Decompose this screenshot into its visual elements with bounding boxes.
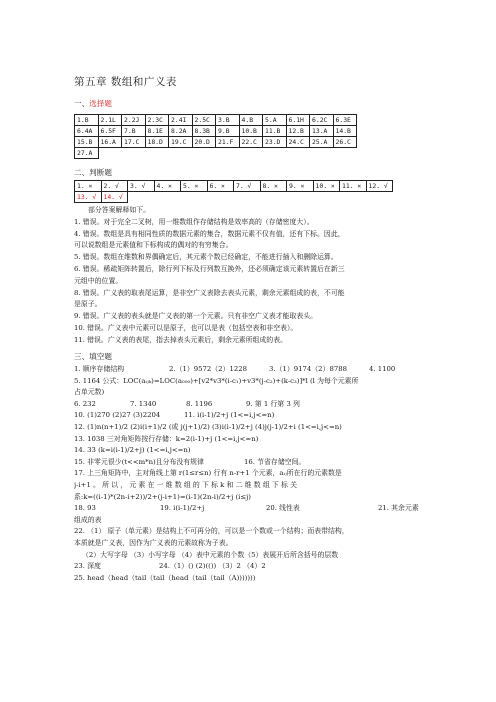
explanation-line: 11. 错误。广义表的表尾，指去掉表头元素后，剩余元素所组成的表。 xyxy=(74,335,287,344)
fill-answer-item: 4. 1100 xyxy=(369,365,396,373)
fill-answers-block xyxy=(74,364,432,584)
judge-cell: 10. × xyxy=(313,181,340,192)
choice-row xyxy=(75,148,357,159)
fill-answer-item: 10. (1)270 (2)27 (3)2204 xyxy=(74,411,161,420)
explanation-line: 10. 错误。广义表中元素可以是原子，也可以是表（包括空表和非空表）。 xyxy=(74,323,298,332)
fill-answer-item: 系:k=((i-1)*(2n-i+2))/2+(j-i+1)=(i-1)(2n-i)/2+j (i≤j) xyxy=(74,492,251,501)
section-fill-heading: 三、填空题 xyxy=(74,352,112,361)
fill-answer-item: 11. i(i-1)/2+j (1<=i,j<=n) xyxy=(184,411,275,420)
choice-cell: 24.C xyxy=(286,137,310,148)
choice-cell: 26.C xyxy=(333,137,357,148)
judge-cell: 7. √ xyxy=(234,181,261,192)
choice-cell: 15.B xyxy=(75,137,99,148)
fill-answer-line xyxy=(74,410,432,422)
choice-cell: 4.B xyxy=(239,115,263,126)
explanation-block xyxy=(74,205,429,347)
choice-cell: 27.A xyxy=(75,148,99,159)
fill-answer-item: （2）大写字母 （3）小写字母 （4）表中元素的个数（5）表展开后所含括号的层数 xyxy=(82,550,339,559)
choice-cell: 14.B xyxy=(333,126,357,137)
choice-answer-table xyxy=(74,114,357,159)
judge-answer-table xyxy=(74,180,393,203)
choice-cell: 2.3C xyxy=(145,115,169,126)
fill-answer-item: 23. 深度 xyxy=(74,562,101,571)
section-choice-label: 选择题 xyxy=(89,99,112,108)
choice-cell: 11.B xyxy=(263,126,287,137)
fill-answer-item: 9. 第 1 行第 3 列 xyxy=(246,399,300,408)
choice-cell: 23.D xyxy=(263,137,287,148)
choice-cell: 22.C xyxy=(239,137,263,148)
section-choice-prefix: 一、 xyxy=(74,99,90,108)
judge-cell: 9. × xyxy=(287,181,314,192)
fill-answer-line xyxy=(74,376,432,388)
choice-cell: 6.2C xyxy=(310,115,334,126)
fill-answer-item: 20. 线性表 xyxy=(266,504,300,513)
fill-answer-line xyxy=(74,561,432,573)
fill-answer-line xyxy=(74,422,432,434)
choice-cell: 17.C xyxy=(122,137,146,148)
judge-cell: 14. √ xyxy=(101,192,128,203)
choice-cell: 10.B xyxy=(239,126,263,137)
explanation-line: 8. 错误。广义表的取表尾运算，是非空广义表除去表头元素，剩余元素组成的表，不可能 xyxy=(74,288,345,297)
fill-answer-item: j-i+1 。 所 以 ， 元 素 在 一 维 数 组 的 下 标 k 和 二 维 数 组 下 标 关 xyxy=(74,480,297,489)
judge-cell: 12. √ xyxy=(366,181,393,192)
choice-cell: 9.B xyxy=(216,126,240,137)
choice-cell: 21.F xyxy=(216,137,240,148)
judge-cell: 2. √ xyxy=(101,181,128,192)
section-choice-heading xyxy=(74,98,112,109)
explanation-line: 5. 错误。数组在维数和界偶确定后，其元素个数已经确定，不能进行插入和删除运算。 xyxy=(74,253,338,262)
fill-answer-line xyxy=(74,515,432,527)
fill-answer-item: 14. 33 (k=i(i-1)/2+j) (1<=i,j<=n) xyxy=(74,446,191,455)
fill-answer-item: 组成的表 xyxy=(74,515,102,524)
fill-answer-item: 7. 1340 xyxy=(130,399,157,408)
section-judge-heading: 二、判断题 xyxy=(74,168,112,177)
judge-cell: 11. × xyxy=(340,181,367,192)
fill-answer-item: 13. 1038 三对角矩阵按行存储：k=2(i-1)+j (1<=i,j<=n) xyxy=(74,434,259,443)
fill-answer-item: 21. 其余元素 xyxy=(378,504,419,513)
chapter-title: 第五章 数组和广义表 xyxy=(74,76,177,88)
fill-answer-item: 15. 非零元很少(t<<m*n)且分布没有规律 xyxy=(74,457,204,466)
choice-cell: 1.B xyxy=(75,115,99,126)
fill-answer-line xyxy=(74,538,432,550)
fill-answer-item: 24.（1）() (2)(()) （3）2 （4）2 xyxy=(159,562,266,571)
choice-cell: 13.A xyxy=(310,126,334,137)
choice-cell: 20.D xyxy=(192,137,216,148)
explanation-line: 6. 错误。稀疏矩阵转置后，除行列下标及行列数互换外，还必须确定该元素转置后在新三 xyxy=(74,264,345,273)
fill-answer-item: 本质就是广义表，因作为广义表的元素故称为子表。 xyxy=(74,538,233,547)
fill-answer-item: 18. 93 xyxy=(74,504,96,513)
choice-cell: 6.4A xyxy=(75,126,99,137)
fill-answer-item: 2.（1）9572（2）1228 xyxy=(169,365,247,373)
choice-cell: 8.2A xyxy=(169,126,193,137)
fill-answer-line xyxy=(74,492,432,504)
choice-row xyxy=(75,126,357,137)
fill-answer-item: 占单元数) xyxy=(74,388,105,397)
fill-answer-line xyxy=(74,573,432,585)
fill-answer-item: 5. 1164 公式：LOC(aᵢⱼₖ)=LOC(a₀₀₀)+[v2*v3*(i-c₁)+v3*(j-c₂)+(k-c₃)]*l (l 为每个元素所 xyxy=(74,376,359,385)
explanation-line: 元组中的位置。 xyxy=(74,276,123,285)
fill-answer-item: 3.（1）9174（2）8788 xyxy=(269,365,347,373)
judge-cell: 13. √ xyxy=(75,192,102,203)
fill-answer-item: 12. (1)n(n+1)/2 (2)i(i+1)/2 (或 j(j+1)/2) (3)i(i-1)/2+j (4)j(j-1)/2+i (1<=i,j<=n) xyxy=(74,422,342,431)
judge-row xyxy=(75,192,393,203)
choice-cell: 8.3B xyxy=(192,126,216,137)
choice-row xyxy=(75,137,357,148)
choice-cell: 16.A xyxy=(98,137,122,148)
fill-answer-item: 22. （1） 原子（单元素）是结构上不可再分的，可以是一个数或一个结构；而表带结构， xyxy=(74,527,349,536)
explanation-line: 9. 错误。广义表的表头就是广义表的第一个元素。只有非空广义表才能取表头。 xyxy=(74,312,318,321)
judge-cell: 1. × xyxy=(75,181,102,192)
explanation-line: 是原子。 xyxy=(74,300,102,309)
explanation-line: 4. 错误。数组是具有相同性质的数据元素的集合，数据元素不仅有值，还有下标。因此， xyxy=(74,229,345,238)
judge-cell: 4. × xyxy=(154,181,181,192)
choice-cell: 19.C xyxy=(169,137,193,148)
fill-answer-item: 19. i(i-1)/2+j xyxy=(160,504,205,513)
choice-cell: 18.D xyxy=(145,137,169,148)
choice-cell: 25.A xyxy=(310,137,334,148)
choice-cell: 2.4I xyxy=(169,115,193,126)
explanation-line: 1. 错误。对于完全二叉树，用一维数组作存储结构是效率高的（存储密度大）。 xyxy=(74,217,314,226)
choice-cell: 2.2J xyxy=(122,115,146,126)
fill-answer-line xyxy=(74,445,432,457)
fill-answer-line xyxy=(74,387,432,399)
choice-cell: 5.A xyxy=(263,115,287,126)
fill-answer-item: 16. 节省存储空间。 xyxy=(244,457,306,466)
fill-answer-item: 6. 232 xyxy=(74,399,96,408)
fill-answer-line xyxy=(74,364,432,376)
explanation-line: 可以说数组是元素值和下标构成的偶对的有穷集合。 xyxy=(74,241,233,250)
fill-answer-item: 8. 1196 xyxy=(186,399,213,408)
fill-answer-item: 17. 上三角矩阵中，主对角线上第 r(1≤r≤n) 行有 n-r+1 个元素，aᵢⱼ所在行的元素数是 xyxy=(74,469,342,478)
choice-cell: 6.1H xyxy=(286,115,310,126)
choice-cell: 6.3E xyxy=(333,115,357,126)
fill-answer-line xyxy=(74,550,432,562)
fill-answer-line xyxy=(74,457,432,469)
choice-cell: 2.5C xyxy=(192,115,216,126)
judge-row xyxy=(75,181,393,192)
choice-cell: 12.B xyxy=(286,126,310,137)
judge-cell: 3. √ xyxy=(128,181,155,192)
judge-cell: 6. × xyxy=(207,181,234,192)
fill-answer-line xyxy=(74,503,432,515)
choice-cell: 6.5F xyxy=(98,126,122,137)
fill-answer-line xyxy=(74,526,432,538)
explanation-line: 部分答案解释如下。 xyxy=(88,206,151,214)
fill-answer-item: 25. head（head（tail（tail（head（tail（tail（A))))))) xyxy=(74,573,256,582)
fill-answer-line xyxy=(74,480,432,492)
choice-cell: 3.B xyxy=(216,115,240,126)
fill-answer-line xyxy=(74,434,432,446)
choice-row xyxy=(75,115,357,126)
fill-answer-item: 1. 顺序存储结构 xyxy=(74,365,125,373)
choice-cell: 7.B xyxy=(122,126,146,137)
fill-answer-line xyxy=(74,468,432,480)
judge-cell: 5. × xyxy=(181,181,208,192)
judge-cell: 8. × xyxy=(260,181,287,192)
choice-cell: 8.1E xyxy=(145,126,169,137)
choice-cell: 2.1L xyxy=(98,115,122,126)
fill-answer-line xyxy=(74,399,432,411)
